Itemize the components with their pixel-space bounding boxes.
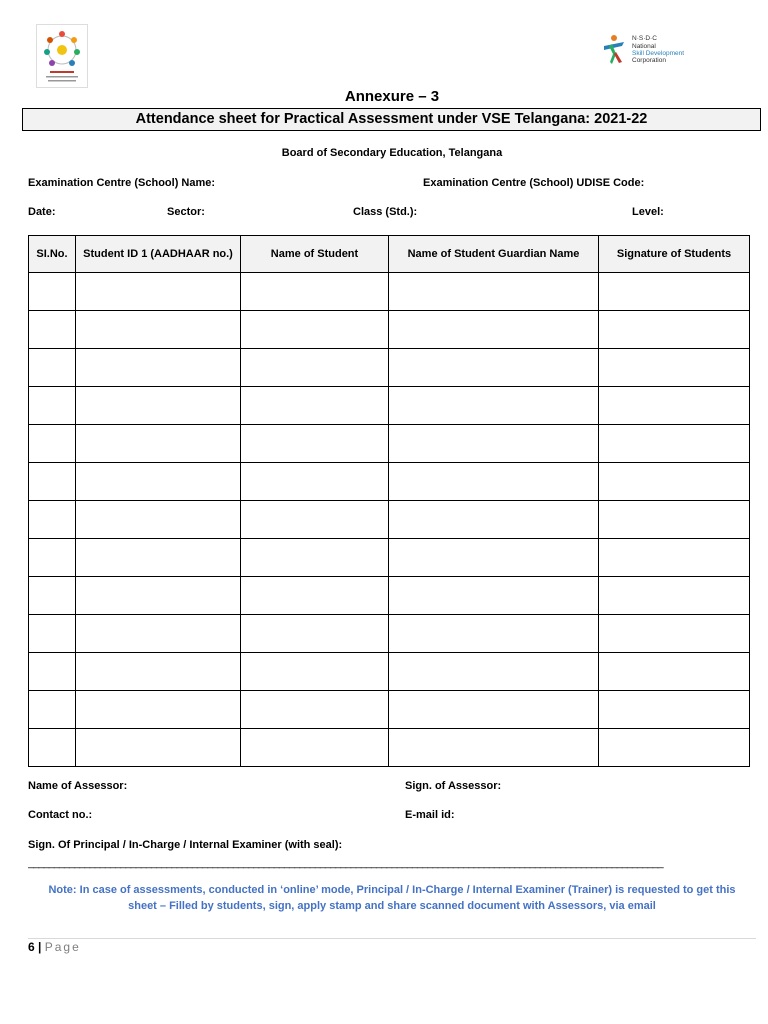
page-number: 6: [28, 940, 35, 954]
level-label: Level:: [632, 206, 664, 218]
class-label: Class (Std.):: [353, 206, 418, 218]
annexure-heading: Annexure – 3: [344, 88, 440, 105]
sector-label: Sector:: [167, 206, 205, 218]
page-label: Page: [44, 940, 81, 954]
table-cell[interactable]: [29, 615, 76, 653]
table-cell[interactable]: [599, 463, 750, 501]
table-cell[interactable]: [241, 691, 389, 729]
footer-divider: [28, 938, 756, 939]
table-cell[interactable]: [389, 387, 599, 425]
page-footer: [28, 940, 81, 954]
table-cell[interactable]: [76, 729, 241, 767]
contact-label: Contact no.:: [28, 809, 93, 821]
board-name: Board of Secondary Education, Telangana: [281, 147, 503, 159]
table-cell[interactable]: [241, 311, 389, 349]
date-label: Date:: [28, 206, 56, 218]
table-cell[interactable]: [389, 691, 599, 729]
table-cell[interactable]: [29, 577, 76, 615]
table-cell[interactable]: [76, 463, 241, 501]
table-cell[interactable]: [76, 425, 241, 463]
table-cell[interactable]: [76, 387, 241, 425]
nsdc-acronym: N·S·D·C: [632, 35, 657, 42]
table-cell[interactable]: [389, 311, 599, 349]
online-mode-note: Note: In case of assessments, conducted in ‘online’ mode, Principal / In-Charge / Internal Examiner (Trainer) is requested to get this sheet – Filled by students, sign, apply stamp and share scanned document with Assessors, via email: [48, 884, 736, 912]
col-header-student-name: Name of Student: [241, 236, 389, 273]
table-cell[interactable]: [76, 349, 241, 387]
table-cell[interactable]: [599, 615, 750, 653]
table-cell[interactable]: [241, 387, 389, 425]
table-row: [29, 691, 750, 729]
table-cell[interactable]: [76, 311, 241, 349]
signature-line: ____________________________________________________________________________________________________________________________: [28, 857, 663, 869]
table-cell[interactable]: [389, 653, 599, 691]
table-row: [29, 501, 750, 539]
col-header-signature: Signature of Students: [599, 236, 750, 273]
table-cell[interactable]: [599, 577, 750, 615]
table-cell[interactable]: [29, 311, 76, 349]
table-cell[interactable]: [389, 501, 599, 539]
svg-text:Skill Development: Skill Development: [632, 50, 685, 57]
table-cell[interactable]: [241, 349, 389, 387]
table-cell[interactable]: [29, 653, 76, 691]
sheet-title: Attendance sheet for Practical Assessment under VSE Telangana: 2021-22: [22, 108, 761, 131]
table-cell[interactable]: [241, 463, 389, 501]
exam-centre-udise-label: Examination Centre (School) UDISE Code:: [423, 177, 645, 189]
table-cell[interactable]: [29, 691, 76, 729]
table-cell[interactable]: [599, 425, 750, 463]
table-cell[interactable]: [389, 425, 599, 463]
col-header-student-id: Student ID 1 (AADHAAR no.): [76, 236, 241, 273]
table-row: [29, 273, 750, 311]
attendance-table: [28, 235, 750, 767]
table-cell[interactable]: [29, 387, 76, 425]
samagra-shiksha-logo: [36, 24, 88, 88]
table-cell[interactable]: [599, 729, 750, 767]
nsdc-figure-icon: [604, 35, 624, 64]
table-cell[interactable]: [389, 273, 599, 311]
table-cell[interactable]: [389, 463, 599, 501]
table-cell[interactable]: [76, 539, 241, 577]
table-cell[interactable]: [241, 615, 389, 653]
table-cell[interactable]: [241, 577, 389, 615]
table-row: [29, 615, 750, 653]
table-cell[interactable]: [29, 463, 76, 501]
attendance-table-body: [29, 273, 750, 767]
table-cell[interactable]: [76, 273, 241, 311]
col-header-sl-no: SI.No.: [29, 236, 76, 273]
table-cell[interactable]: [241, 501, 389, 539]
table-row: [29, 311, 750, 349]
table-cell[interactable]: [76, 615, 241, 653]
assessor-sign-label: Sign. of Assessor:: [405, 780, 502, 792]
table-cell[interactable]: [241, 729, 389, 767]
table-cell[interactable]: [599, 501, 750, 539]
principal-sign-label: Sign. Of Principal / In-Charge / Internal Examiner (with seal):: [28, 839, 343, 851]
table-row: [29, 349, 750, 387]
table-cell[interactable]: [599, 691, 750, 729]
table-cell[interactable]: [76, 653, 241, 691]
table-cell[interactable]: [389, 729, 599, 767]
svg-text:National: National: [632, 43, 656, 50]
table-row: [29, 539, 750, 577]
table-cell[interactable]: [599, 273, 750, 311]
table-row: [29, 577, 750, 615]
table-cell[interactable]: [29, 729, 76, 767]
table-row: [29, 463, 750, 501]
table-cell[interactable]: [241, 273, 389, 311]
table-cell[interactable]: [29, 501, 76, 539]
table-cell[interactable]: [599, 387, 750, 425]
email-label: E-mail id:: [405, 809, 455, 821]
table-cell[interactable]: [241, 539, 389, 577]
table-cell[interactable]: [76, 577, 241, 615]
table-cell[interactable]: [389, 577, 599, 615]
table-cell[interactable]: [389, 349, 599, 387]
table-cell[interactable]: [241, 653, 389, 691]
table-row: [29, 387, 750, 425]
table-cell[interactable]: [599, 653, 750, 691]
table-cell[interactable]: [389, 539, 599, 577]
svg-text:Corporation: Corporation: [632, 57, 666, 64]
table-cell[interactable]: [29, 349, 76, 387]
table-cell[interactable]: [389, 615, 599, 653]
nsdc-logo: [600, 32, 700, 66]
table-cell[interactable]: [76, 691, 241, 729]
table-cell[interactable]: [29, 425, 76, 463]
table-cell[interactable]: [599, 349, 750, 387]
table-row: [29, 729, 750, 767]
table-cell[interactable]: [241, 425, 389, 463]
table-row: [29, 425, 750, 463]
table-cell[interactable]: [76, 501, 241, 539]
assessor-name-label: Name of Assessor:: [28, 780, 128, 792]
table-cell[interactable]: [29, 273, 76, 311]
exam-centre-name-label: Examination Centre (School) Name:: [28, 177, 216, 189]
table-cell[interactable]: [599, 539, 750, 577]
table-cell[interactable]: [599, 311, 750, 349]
page-separator: |: [38, 940, 42, 954]
col-header-guardian-name: Name of Student Guardian Name: [389, 236, 599, 273]
table-row: [29, 653, 750, 691]
table-cell[interactable]: [29, 539, 76, 577]
table-header-row: [29, 236, 750, 273]
